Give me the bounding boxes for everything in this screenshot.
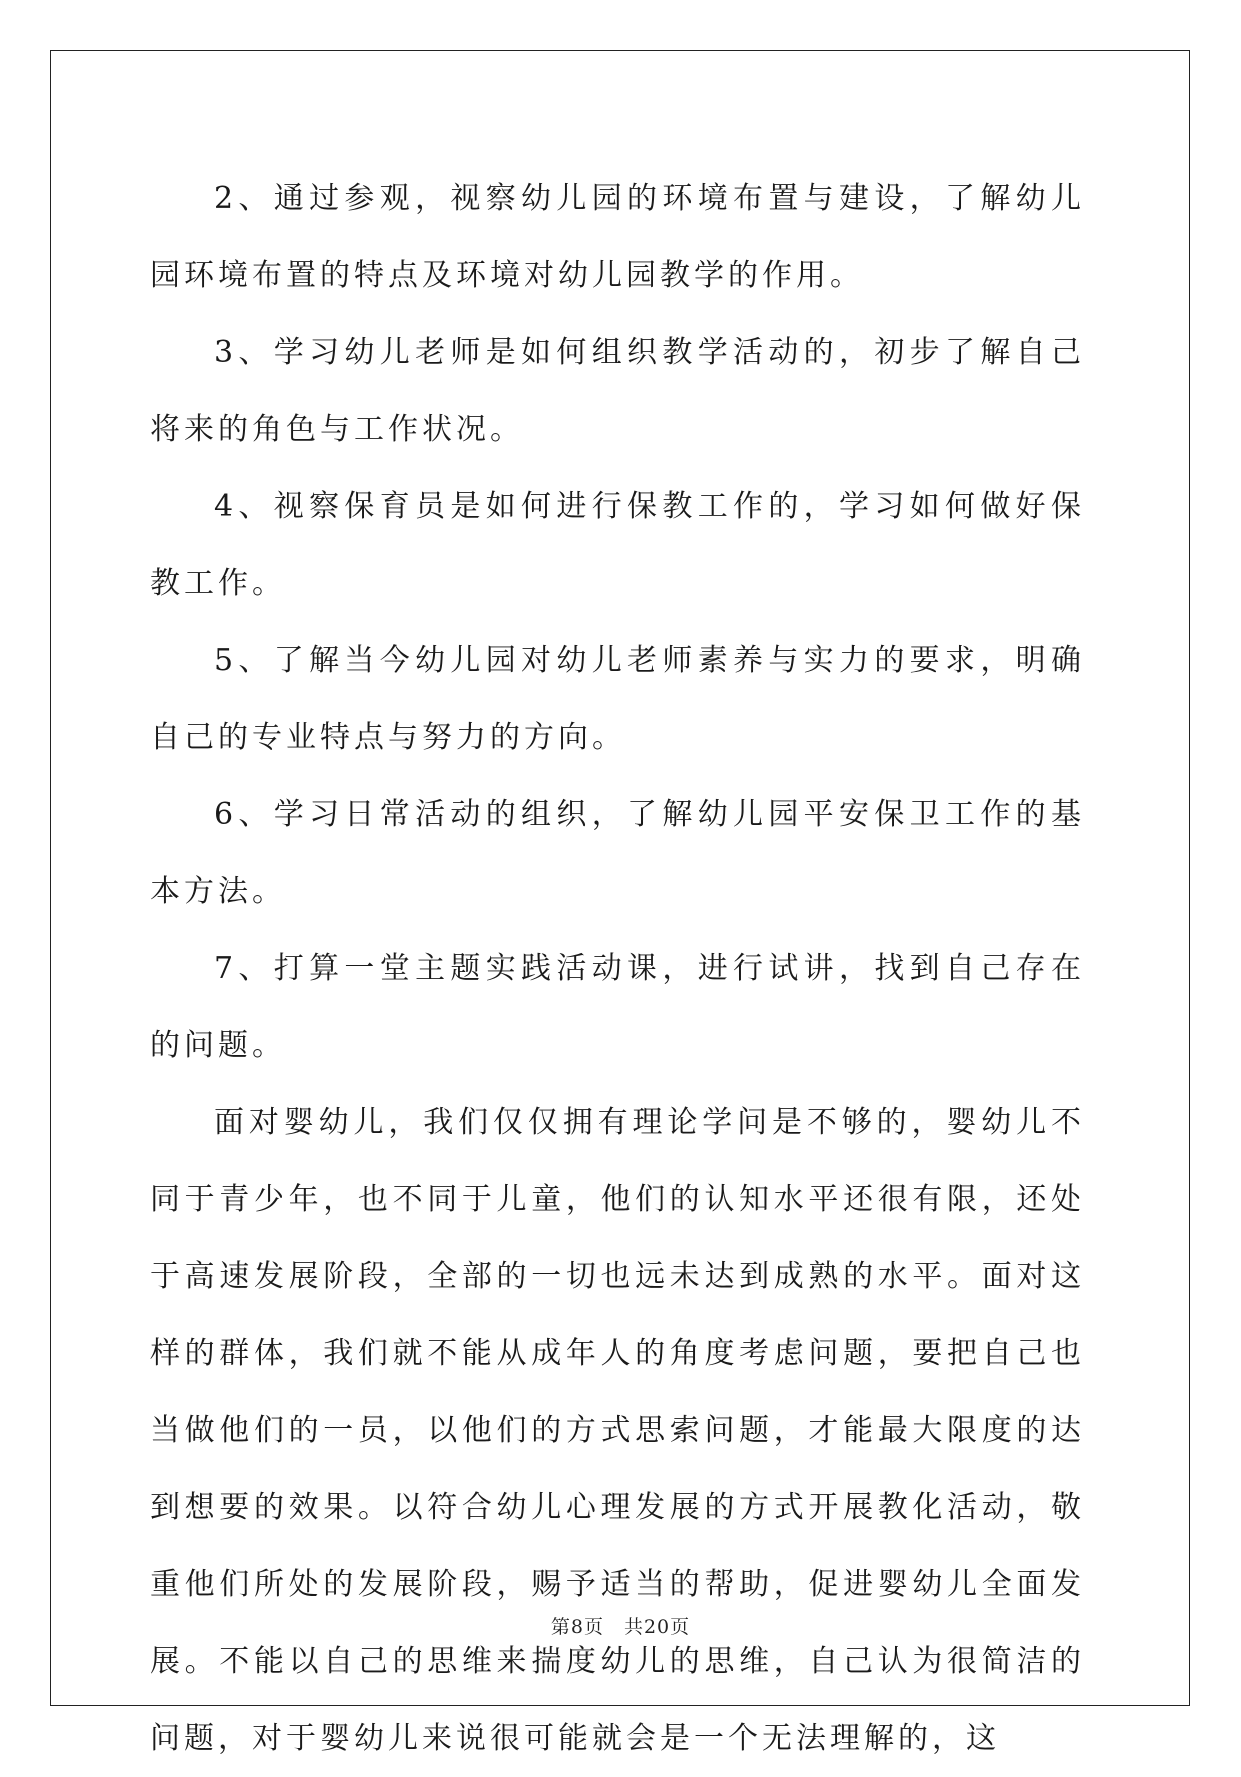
paragraph: 3、学习幼儿老师是如何组织教学活动的，初步了解自己将来的角色与工作状况。 [150, 335, 1085, 447]
paragraph: 6、学习日常活动的组织，了解幼儿园平安保卫工作的基本方法。 [150, 797, 1085, 909]
paragraph: 4、视察保育员是如何进行保教工作的，学习如何做好保教工作。 [150, 489, 1085, 601]
paragraph: 5、了解当今幼儿园对幼儿老师素养与实力的要求，明确自己的专业特点与努力的方向。 [150, 643, 1085, 755]
paragraph: 面对婴幼儿，我们仅仅拥有理论学问是不够的，婴幼儿不同于青少年，也不同于儿童，他们的认知水平还很有限，还处于高速发展阶段，全部的一切也远未达到成熟的水平。面对这样的群体，我们就不能从成年人的角度考虑问题，要把自己也当做他们的一员，以他们的方式思索问题，才能最大限度的达到想要的效果。以符合幼儿心理发展的方式开展教化活动，敬重他们所处的发展阶段，赐予适当的帮助，促进婴幼儿全面发展。不能以自己的思维来揣度幼儿的思维，自己认为很简洁的问题，对于婴幼儿来说很可能就会是一个无法理解的，这 [150, 1105, 1085, 1756]
paragraph: 7、打算一堂主题实践活动课，进行试讲，找到自己存在的问题。 [150, 951, 1085, 1063]
page-number-footer: 第8页 共20页 [550, 1616, 691, 1638]
document-body [150, 160, 1085, 1777]
paragraph: 2、通过参观，视察幼儿园的环境布置与建设，了解幼儿园环境布置的特点及环境对幼儿园教学的作用。 [150, 181, 1085, 293]
